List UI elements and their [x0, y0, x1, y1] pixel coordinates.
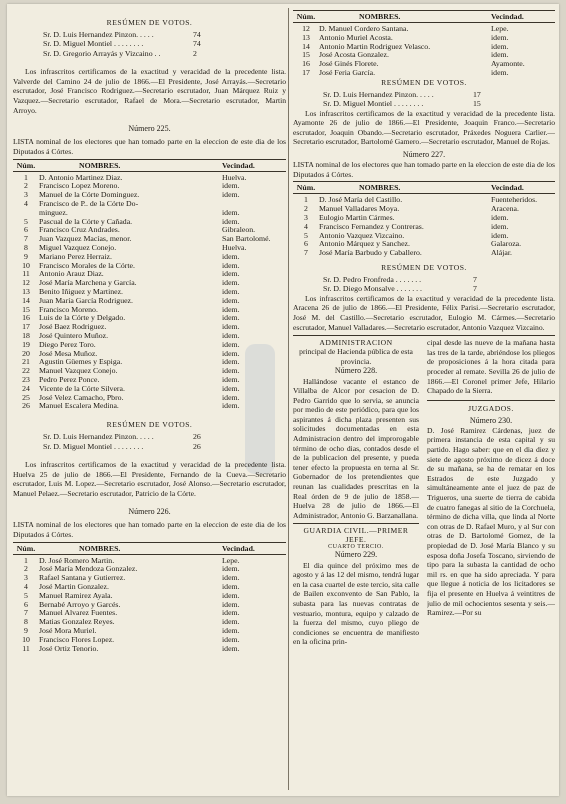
elector-name: José Quintero Muñoz. — [39, 331, 109, 340]
admin-title: ADMINISTRACION — [319, 338, 393, 348]
elector-vecindad: idem. — [222, 208, 240, 217]
table-header: Núm. NOMBRES. Vecindad. — [13, 542, 286, 555]
section-number: Número 228. — [334, 366, 378, 376]
row-number: 1 — [24, 172, 28, 182]
table-row — [13, 314, 286, 323]
row-number: 9 — [24, 251, 28, 261]
votes-summary — [293, 90, 555, 109]
table-row — [13, 565, 286, 574]
vote-count: 7 — [473, 274, 477, 284]
table-row — [13, 270, 286, 279]
elector-table — [293, 25, 555, 78]
row-number: 14 — [22, 295, 30, 305]
section-number: Número 229. — [334, 550, 378, 560]
table-row — [13, 332, 286, 341]
row-number: 26 — [22, 401, 30, 411]
table-row — [13, 609, 286, 618]
elector-vecindad: idem. — [491, 222, 509, 231]
table-row — [13, 627, 286, 636]
table-row — [13, 574, 286, 583]
table-header: Núm. NOMBRES. Vecindad. — [13, 159, 286, 172]
notices-subcolumns — [293, 338, 555, 647]
candidate-name: Sr. D. Pedro Fronfreda . . . . . . . — [323, 274, 422, 284]
elector-name: José Acosta Gonzalez. — [319, 51, 389, 60]
elector-vecindad: idem. — [222, 384, 240, 393]
row-number: 4 — [24, 582, 28, 592]
row-number: 16 — [302, 59, 310, 69]
table-row — [13, 226, 286, 235]
elector-vecindad: San Bartolomé. — [222, 235, 271, 244]
table-row — [13, 323, 286, 332]
elector-name: Antonio Muriel Acosta. — [319, 33, 393, 42]
table-row — [13, 218, 286, 227]
elector-name: Francisco Moreno. — [39, 305, 98, 314]
candidate-name: Sr. D. Miguel Montiel . . . . . . . . — [43, 441, 144, 451]
votes-title: RESÚMEN DE VOTOS. — [381, 77, 467, 87]
table-row — [13, 244, 286, 253]
elector-name: Manuel Alvarez Fuentes. — [39, 609, 118, 618]
table-row — [13, 235, 286, 244]
table-row — [13, 385, 286, 394]
elector-vecindad: idem. — [222, 331, 240, 340]
votes-summary — [293, 275, 555, 294]
table-row — [13, 200, 286, 209]
elector-name: Francisco Morales de la Córte. — [39, 261, 135, 270]
table-row — [13, 341, 286, 350]
list-intro: LISTA nominal de los electores que han tomado parte en la eleccion de este dia de los Diputados á Córtes. — [13, 137, 286, 156]
elector-vecindad: Huelva. — [222, 243, 247, 252]
table-row — [293, 214, 555, 223]
elector-vecindad: Lepe. — [222, 556, 240, 565]
elector-name: Francisco de P.. de la Córte Do- — [39, 199, 139, 208]
elector-vecindad: idem. — [491, 213, 509, 222]
row-number: 13 — [302, 32, 310, 42]
candidate-name: Sr. D. Luis Hernandez Pinzon. . . . . — [43, 432, 154, 442]
table-row — [13, 394, 286, 403]
elector-name: Francisco Fernandez y Contreras. — [319, 222, 424, 231]
row-number: 3 — [304, 212, 308, 222]
certification-text: Los infrascritos certificamos de la exactitud y veracidad de la precedente lista. Ayamonte 26 de julio de 1866.—El Presidente, Joaquin Franco.—Secretario escrutador, Joaquin Obando.—Secretario escrutador, Práxedes Noguera Carlier.—Secretario escrutador, Bartolomé Gamero.—Secretario escrutador, Manuel de Rojas. — [293, 108, 555, 147]
table-row — [293, 60, 555, 69]
elector-name: José Velez Camacho, Pbro. — [39, 393, 124, 402]
table-row — [13, 209, 286, 218]
elector-vecindad: idem. — [491, 51, 509, 60]
row-number: 4 — [304, 221, 308, 231]
elector-name: Manuel Escalera Medina. — [39, 402, 119, 411]
elector-table — [13, 557, 286, 654]
row-number: 11 — [22, 643, 30, 653]
table-row — [13, 376, 286, 385]
elector-name: minguez. — [39, 208, 68, 217]
elector-vecindad: Fuenteheridos. — [491, 196, 538, 205]
row-number: 12 — [302, 24, 310, 33]
table-row — [13, 174, 286, 183]
elector-vecindad: idem. — [222, 287, 240, 296]
elector-vecindad: idem. — [222, 314, 240, 323]
elector-name: Rafael Santana y Gutierrez. — [39, 574, 126, 583]
elector-vecindad: idem. — [222, 191, 240, 200]
table-row — [13, 402, 286, 411]
table-row — [293, 51, 555, 60]
elector-vecindad: idem. — [222, 402, 240, 411]
elector-name: Mariano Perez Herraiz. — [39, 252, 112, 261]
elector-name: D. José Romero Martin. — [39, 556, 115, 565]
vote-row — [13, 30, 286, 39]
elector-vecindad: idem. — [222, 583, 240, 592]
table-row — [13, 358, 286, 367]
elector-vecindad: idem. — [222, 375, 240, 384]
table-row — [13, 191, 286, 200]
elector-vecindad: idem. — [222, 393, 240, 402]
elector-vecindad: idem. — [222, 574, 240, 583]
elector-vecindad: idem. — [222, 358, 240, 367]
row-number: 9 — [24, 626, 28, 636]
guardia-notice-continued: cipal desde las nueve de la mañana hasta las tres de la tarde, abriéndose los pliegos de proposiciones á la hora citada para proceder al remate. Sevilla 26 de julio de 1866.—El Coronel primer Jefe, Hilario Chapado de la Sierra. — [427, 338, 555, 396]
elector-vecindad: idem. — [222, 627, 240, 636]
row-number: 10 — [22, 260, 30, 270]
row-number: 21 — [22, 357, 30, 367]
elector-name: José María Marchena y García. — [39, 279, 137, 288]
elector-name: Bernabé Arroyo y Garcés. — [39, 600, 121, 609]
elector-name: Matias Gonzalez Reyes. — [39, 618, 115, 627]
table-row — [13, 636, 286, 645]
table-row — [293, 196, 555, 205]
elector-vecindad: idem. — [222, 305, 240, 314]
elector-vecindad: Alájar. — [491, 249, 512, 258]
votes-title: RESÚMEN DE VOTOS. — [381, 262, 467, 272]
elector-vecindad: idem. — [222, 591, 240, 600]
list-intro: LISTA nominal de los electores que han tomado parte en la eleccion de este dia de los Diputados á Córtes. — [293, 160, 555, 179]
certification-text: Los infrascritos certificamos de la exactitud y veracidad de la precedente lista. Huelva 25 de julio de 1866.—El Presidente, Fernando de la Cueva.—Secretario escrutador, Luis M. Lopez.—Secretario escrutador, José Alonso.—Secretario escrutador, Manuel Pelaez.—Secretario escrutador, Patricio de la Córte. — [13, 459, 286, 498]
elector-vecindad: idem. — [222, 323, 240, 332]
elector-name: Manuel Vazquez Conejo. — [39, 367, 118, 376]
row-number: 8 — [24, 617, 28, 627]
elector-vecindad: idem. — [491, 42, 509, 51]
vote-row — [293, 284, 555, 293]
row-number: 2 — [304, 204, 308, 214]
elector-vecindad: idem. — [222, 296, 240, 305]
elector-vecindad: idem. — [491, 231, 509, 240]
elector-name: José Ortiz Tenorio. — [39, 644, 99, 653]
elector-name: José Mesa Muñoz. — [39, 349, 98, 358]
votes-summary — [13, 432, 286, 451]
right-column — [293, 4, 555, 796]
row-number: 6 — [24, 599, 28, 609]
elector-name: Francisco Flores Lopez. — [39, 635, 115, 644]
row-number: 15 — [22, 304, 30, 314]
vote-count: 7 — [473, 284, 477, 294]
elector-name: D. Antonio Martinez Diaz. — [39, 173, 123, 182]
elector-vecindad: idem. — [222, 609, 240, 618]
table-row — [13, 306, 286, 315]
elector-name: Agustin Güemes y Espiga. — [39, 358, 123, 367]
row-number: 22 — [22, 366, 30, 376]
elector-name: Manuel de la Córte Dominguez. — [39, 191, 140, 200]
juzgados-title: JUZGADOS. — [468, 403, 514, 413]
vote-row — [293, 99, 555, 108]
elector-vecindad: idem. — [491, 33, 509, 42]
elector-vecindad: idem. — [222, 565, 240, 574]
row-number: 17 — [22, 322, 30, 332]
vote-count: 26 — [193, 441, 201, 451]
elector-vecindad: idem. — [222, 644, 240, 653]
table-row — [13, 262, 286, 271]
row-number: 8 — [24, 242, 28, 252]
row-number: 20 — [22, 348, 30, 358]
elector-name: Benito Iñiguez y Martinez. — [39, 287, 124, 296]
elector-vecindad: idem. — [222, 182, 240, 191]
table-row — [293, 43, 555, 52]
section-number: Número 226. — [128, 507, 171, 517]
table-row — [13, 557, 286, 566]
left-column — [13, 4, 286, 796]
table-row — [293, 249, 555, 258]
column-divider — [288, 8, 289, 790]
row-number: 3 — [24, 573, 28, 583]
table-row — [13, 583, 286, 592]
vote-count: 26 — [193, 432, 201, 442]
elector-name: Juan María García Rodriguez. — [39, 296, 133, 305]
table-row — [13, 592, 286, 601]
vote-row — [293, 90, 555, 99]
row-number: 19 — [22, 339, 30, 349]
row-number: 17 — [302, 67, 310, 77]
row-number: 24 — [22, 383, 30, 393]
row-number: 25 — [22, 392, 30, 402]
notices-left — [293, 338, 419, 647]
vote-row — [13, 432, 286, 441]
elector-name: José Feria García. — [319, 68, 376, 77]
elector-vecindad — [222, 200, 286, 209]
elector-vecindad: idem. — [222, 279, 240, 288]
table-row — [13, 618, 286, 627]
list-intro: LISTA nominal de los electores que han tomado parte en la eleccion de este dia de los Diputados á Córtes. — [13, 520, 286, 540]
vote-count: 17 — [473, 89, 481, 99]
table-row — [13, 288, 286, 297]
vote-row — [13, 39, 286, 48]
candidate-name: Sr. D. Miguel Montiel . . . . . . . . — [43, 39, 144, 49]
vote-count: 2 — [193, 48, 197, 58]
vote-row — [293, 275, 555, 284]
row-number: 2 — [24, 564, 28, 574]
section-number: Número 227. — [402, 149, 446, 159]
row-number: 15 — [302, 50, 310, 60]
candidate-name: Sr. D. Miguel Montiel . . . . . . . . — [323, 99, 424, 109]
guardia-title: GUARDIA CIVIL.—PRIMER JEFE. — [303, 526, 409, 545]
row-number: 5 — [304, 230, 308, 240]
candidate-name: Sr. D. Luis Hernandez Pinzon. . . . . — [323, 89, 434, 99]
row-number: 7 — [24, 234, 28, 244]
elector-name: José María Barbudo y Caballero. — [319, 249, 422, 258]
elector-vecindad: Ayamonte. — [491, 60, 525, 69]
votes-title: RESÚMEN DE VOTOS. — [106, 420, 193, 430]
elector-name: Antonio Martin Rodriguez Velasco. — [319, 42, 431, 51]
guardia-notice: El dia quince del próximo mes de agosto y á las 12 del mismo, tendrá lugar en la casa cuartel de este tercio, sita calle de Bailen exconvento de San Pablo, la subasta para las nuevas contratas de vestuario, montura, equipo y calzado de la fuerza del mismo, cuyo pliego de condiciones se encuentra de manifiesto en la oficina prin- — [293, 560, 419, 647]
votes-summary — [13, 30, 286, 58]
notices-right — [427, 338, 555, 647]
elector-vecindad: idem. — [222, 635, 240, 644]
table-row — [293, 34, 555, 43]
votes-title: RESÚMEN DE VOTOS. — [106, 18, 193, 27]
row-number: 7 — [304, 248, 308, 258]
vote-row — [13, 442, 286, 451]
elector-name: José Martin Gonzalez. — [39, 583, 109, 592]
elector-vecindad: idem. — [222, 600, 240, 609]
elector-name: José María Mendoza Gonzalez. — [39, 565, 138, 574]
guardia-subtitle: CUARTO TERCIO. — [328, 544, 384, 551]
table-row — [293, 232, 555, 241]
elector-vecindad: Gibraleon. — [222, 226, 256, 235]
elector-name: José Baez Rodriguez. — [39, 323, 107, 332]
row-number: 13 — [22, 286, 30, 296]
elector-vecindad: idem. — [222, 261, 240, 270]
row-number: 5 — [24, 216, 28, 226]
elector-vecindad: idem. — [222, 367, 240, 376]
section-number: Número 230. — [469, 415, 513, 425]
elector-name: Manuel Valladares Moya. — [319, 205, 400, 214]
admin-subtitle: principal de Hacienda pública de esta provincia. — [299, 347, 413, 366]
elector-name: Juan Vazquez Macías, menor. — [39, 235, 132, 244]
elector-vecindad: Huelva. — [222, 173, 247, 182]
table-row — [293, 205, 555, 214]
row-number: 1 — [304, 195, 308, 205]
elector-vecindad: idem. — [222, 217, 240, 226]
section-number: Número 225. — [128, 124, 171, 134]
elector-name: Francisco Cruz Andrades. — [39, 226, 120, 235]
elector-name: Antonio Arauz Diaz. — [39, 270, 104, 279]
elector-name: Eulogio Martin Cármes. — [319, 213, 395, 222]
elector-name: José Ginés Florete. — [319, 60, 379, 69]
vote-count: 74 — [193, 39, 201, 49]
elector-vecindad: idem. — [222, 270, 240, 279]
row-number: 4 — [24, 198, 28, 208]
table-row — [13, 350, 286, 359]
table-row — [293, 25, 555, 34]
table-row — [293, 223, 555, 232]
newspaper-page — [7, 4, 559, 796]
row-number: 2 — [24, 181, 28, 191]
elector-name: Miguel Vazquez Conejo. — [39, 243, 117, 252]
table-row — [13, 601, 286, 610]
elector-name: Diego Perez Toro. — [39, 340, 96, 349]
elector-name: Vicente de la Córte Silvera. — [39, 384, 125, 393]
row-number: 14 — [302, 41, 310, 51]
table-row — [13, 297, 286, 306]
elector-vecindad: idem. — [222, 349, 240, 358]
elector-name: Manuel Ramirez Ayala. — [39, 591, 113, 600]
table-row — [13, 182, 286, 191]
elector-name: Pascual de la Córte y Cañada. — [39, 217, 133, 226]
elector-vecindad: idem. — [222, 618, 240, 627]
row-number: 18 — [22, 330, 30, 340]
elector-name: José Mora Muriel. — [39, 627, 97, 636]
row-number: 23 — [22, 374, 30, 384]
elector-name: Antonio Vazquez Vizcaino. — [319, 231, 405, 240]
row-number: 6 — [24, 225, 28, 235]
table-row — [13, 279, 286, 288]
vote-count: 74 — [193, 30, 201, 39]
vote-row — [13, 49, 286, 58]
certification-text: Los infrascritos certificamos de la exactitud y veracidad de la precedente lista. Aracena 26 de julio de 1866.—El Presidente, Félix Parisi.—Secretario escrutador, José M. del Castillo.—Secretario escrutador, Eulogio M. Cármes.—Secretario escrutador, Manuel Valladares.—Secretario escrutador, Antonio Vazquez Vizcaino. — [293, 293, 555, 332]
table-header: Núm. NOMBRES. Vecindad. — [293, 10, 555, 23]
candidate-name: Sr. D. Luis Hernandez Pinzon. . . . . — [43, 30, 154, 39]
table-row — [13, 645, 286, 654]
row-number: 16 — [22, 313, 30, 323]
row-number: 1 — [24, 555, 28, 565]
row-number: 3 — [24, 190, 28, 200]
candidate-name: Sr. D. Diego Monsalve . . . . . . . — [323, 284, 422, 294]
elector-name: Antonio Márquez y Sanchez. — [319, 240, 410, 249]
row-number: 7 — [24, 608, 28, 618]
table-row — [13, 253, 286, 262]
row-number: 6 — [304, 239, 308, 249]
candidate-name: Sr. D. Gregorio Arrayás y Vizcaino . . — [43, 48, 161, 58]
table-header: Núm. NOMBRES. Vecindad. — [293, 181, 555, 194]
elector-name: D. Manuel Cordero Santana. — [319, 25, 409, 33]
admin-notice: Hallándose vacante el estanco de Villalba de Alcor por cesacion de D. Pedro Garrido que lo servia, se anuncia por medio de este periódico, para que los aspirantes á dicha plaza presenten sus solicitudes documentadas en esta Administracion dentro del improrogable término de ocho dias, contados desde el de la publicacion del presente, y pueda tener efecto la propuesta en terna al Sr. Gobernador de los pretendientes que reunan las cualidades prescritas en la Real órden de 9 de julio de 1858.—Huelva 28 de julio de 1866.—El Administrador, Antonio G. Barzanallana. — [293, 376, 419, 520]
elector-name: Pedro Perez Ponce. — [39, 375, 100, 384]
table-row — [293, 240, 555, 249]
row-number: 12 — [22, 278, 30, 288]
row-number: 10 — [22, 634, 30, 644]
table-row — [293, 69, 555, 78]
elector-table — [293, 196, 555, 258]
elector-vecindad: idem. — [491, 68, 509, 77]
elector-name: D. José María del Castillo. — [319, 196, 403, 205]
vote-count: 15 — [473, 99, 481, 109]
elector-vecindad: Lepe. — [491, 25, 509, 33]
elector-vecindad: Aracena. — [491, 205, 519, 214]
elector-vecindad: Galaroza. — [491, 240, 522, 249]
table-row — [13, 367, 286, 376]
elector-vecindad: idem. — [222, 252, 240, 261]
elector-name: Francisco Lopez Moreno. — [39, 182, 120, 191]
elector-name: Luis de la Córte y Delgado. — [39, 314, 126, 323]
row-number: 5 — [24, 590, 28, 600]
row-number: 11 — [22, 269, 30, 279]
elector-table — [13, 174, 286, 412]
elector-vecindad: idem. — [222, 340, 240, 349]
juzgados-notice: D. José Ramirez Cárdenas, juez de primera instancia de esta capital y su partido. Hago saber: que en el dia diez y siete de agosto próximo de dicez á doce de su mañana, se ha de rematar en los Estrados de este Juzgado y simultáneamente ante el juez de paz de Trigueros, una suerte de tierra de cabida de cuatro fanegas al sitio de la Corchuela, término de dicha villa, que linda al Norte con otras de D. Rafael Muro, y al Sur con otras de D. Bartolomé Gomez, de la propiedad de D. José María Blanco y su esposa doña Josefa Toscano, sirviendo de tipo para la subasta la cantidad de ocho mil rs. en que ha sido apreciada. Y para que llegue á noticia de los licitadores se fija el presente en Huelva á veintitres de julio de mil ochocientos sesenta y seis.—Ramirez.—Por su — [427, 425, 555, 618]
certification-text: Los infrascritos certificamos de la exactitud y veracidad de la precedente lista. Valverde del Camino 24 de julio de 1866.—El Presidente, José Arrayás.—Secretario escrutador, José Francisco Rodriguez.—Secretario escrutador, Juan Márquez Ruiz y Vazquez.—Secretario escrutador, Rafael de Mora.—Secretario escrutador, Martin Arroyo. — [13, 67, 286, 115]
